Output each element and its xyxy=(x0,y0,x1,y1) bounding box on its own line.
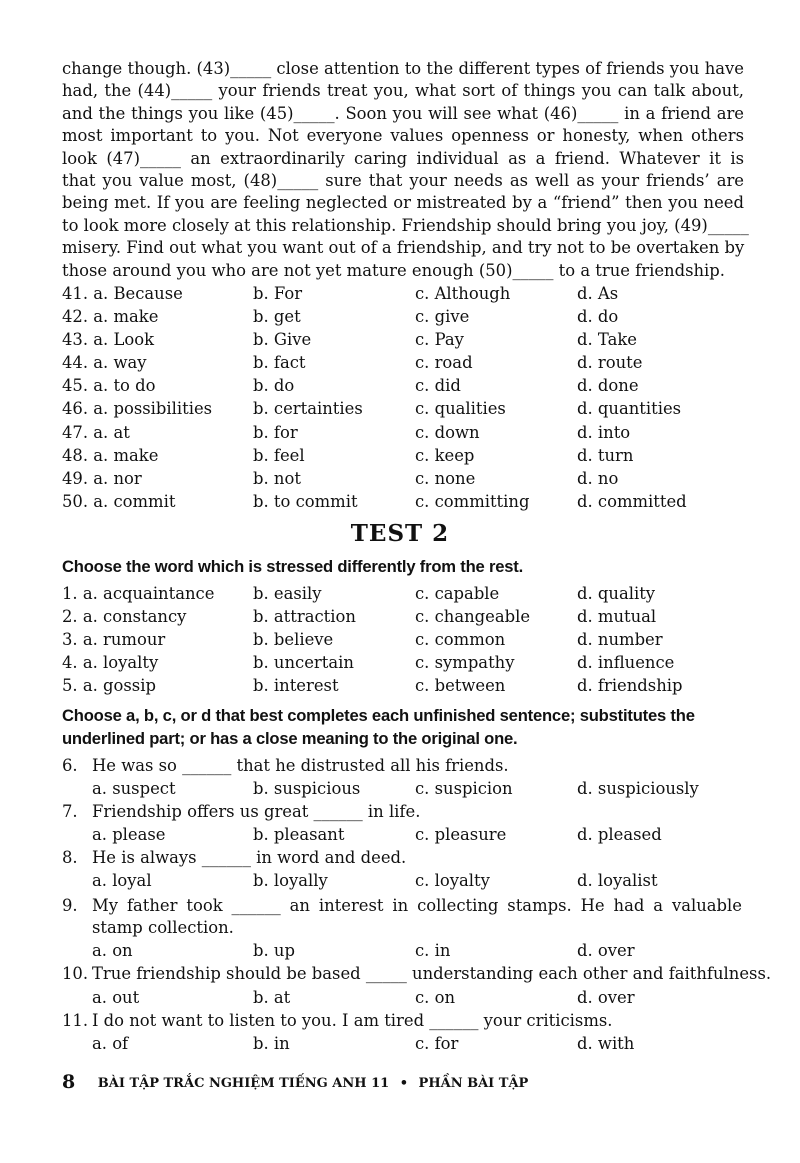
option-c: c. on xyxy=(415,988,456,1007)
question-7 xyxy=(62,800,742,823)
option-c: c. qualities xyxy=(415,399,506,419)
option-d: d. suspiciously xyxy=(577,779,699,798)
passage-line: look (47)_____ an extraordinarily caring individual as a friend. Whatever it is xyxy=(62,148,744,168)
passage-line: that you value most, (48)_____ sure that your needs as well as your friends’ are xyxy=(62,170,744,190)
question-text: Friendship offers us great ______ in life. xyxy=(92,802,421,821)
passage-line: misery. Find out what you want out of a friendship, and try not to be overtaken by xyxy=(62,238,745,258)
question-text: True friendship should be based _____ understanding each other and faithfulness. xyxy=(92,964,772,983)
option-c: c. loyalty xyxy=(415,871,490,890)
option-a: a. on xyxy=(92,941,133,960)
option-d: d. quantities xyxy=(577,399,682,419)
option-a: 50. a. commit xyxy=(62,491,176,511)
bullet-icon: • xyxy=(399,1076,409,1091)
question-6 xyxy=(62,754,742,777)
option-c: c. sympathy xyxy=(415,653,515,673)
page-footer xyxy=(62,1071,528,1093)
option-a: a. please xyxy=(92,825,166,844)
reading-passage xyxy=(62,58,749,282)
option-c: c. in xyxy=(415,941,451,960)
option-a: 44. a. way xyxy=(62,353,147,373)
question-number: 8. xyxy=(62,848,78,867)
passage-line: had, the (44)_____ your friends treat you, what sort of things you can talk about, xyxy=(62,81,744,101)
option-a: 43. a. Look xyxy=(62,330,155,350)
option-b: b. in xyxy=(253,1034,290,1053)
option-b: b. interest xyxy=(253,676,339,696)
question-number: 6. xyxy=(62,756,78,775)
option-d: d. number xyxy=(577,630,663,650)
option-a: 41. a. Because xyxy=(62,284,183,303)
passage-line: those around you who are not yet mature enough (50)_____ to a true friendship. xyxy=(62,260,725,280)
option-b: b. pleasant xyxy=(253,825,345,844)
option-a: 1. a. acquaintance xyxy=(62,584,215,603)
question-text-continued: stamp collection. xyxy=(92,918,234,937)
option-a: a. of xyxy=(92,1034,129,1053)
passage-line: and the things you like (45)_____. Soon you will see what (46)_____ in a friend are xyxy=(62,103,744,123)
option-b: b. up xyxy=(253,941,295,960)
option-c: c. Although xyxy=(415,284,511,303)
option-c: c. down xyxy=(415,422,480,442)
option-b: b. loyally xyxy=(253,871,328,890)
option-d: d. Take xyxy=(577,330,637,350)
option-b: b. believe xyxy=(253,630,334,650)
question-number: 10. xyxy=(62,964,89,983)
question-10 xyxy=(62,962,772,985)
option-a: 47. a. at xyxy=(62,422,130,442)
option-d: d. influence xyxy=(577,653,675,673)
option-a: a. out xyxy=(92,988,140,1007)
question-text: He is always ______ in word and deed. xyxy=(92,848,407,867)
option-d: d. route xyxy=(577,353,643,373)
option-c: c. Pay xyxy=(415,330,464,350)
passage-line: most important to you. Not everyone values openness or honesty, when others xyxy=(62,126,744,146)
option-b: b. easily xyxy=(253,584,322,603)
option-a: 4. a. loyalty xyxy=(62,653,159,673)
question-11 xyxy=(62,1009,742,1032)
section-title: PHẦN BÀI TẬP xyxy=(418,1076,529,1091)
option-d: d. quality xyxy=(577,584,656,603)
instruction-completion: Choose a, b, c, or d that best completes each unfinished sentence; substitutes the underlined part; or has a close meaning to the original one. xyxy=(62,706,695,748)
option-d: d. friendship xyxy=(577,676,683,696)
option-d: d. with xyxy=(577,1034,635,1053)
passage-line: being met. If you are feeling neglected or mistreated by a “friend” then you need xyxy=(62,193,744,213)
question-number: 11. xyxy=(62,1011,89,1030)
option-c: c. for xyxy=(415,1034,459,1053)
question-number: 7. xyxy=(62,802,78,821)
option-c: c. between xyxy=(415,676,506,696)
option-b: b. For xyxy=(253,284,303,303)
option-b: b. feel xyxy=(253,445,305,465)
question-text: He was so ______ that he distrusted all his friends. xyxy=(92,756,509,775)
option-b: b. Give xyxy=(253,330,312,350)
option-d: d. committed xyxy=(577,491,687,511)
option-b: b. uncertain xyxy=(253,653,354,673)
question-9 xyxy=(62,894,742,917)
book-title: BÀI TẬP TRẮC NGHIỆM TIẾNG ANH 11 xyxy=(97,1076,390,1091)
test-title: TEST 2 xyxy=(350,520,450,547)
option-d: d. loyalist xyxy=(577,871,658,890)
option-c: c. pleasure xyxy=(415,825,507,844)
option-d: d. do xyxy=(577,307,619,327)
option-a: 48. a. make xyxy=(62,445,159,465)
option-d: d. over xyxy=(577,941,635,960)
option-c: c. changeable xyxy=(415,607,531,627)
option-b: b. not xyxy=(253,468,301,488)
option-a: 49. a. nor xyxy=(62,468,142,488)
question-number: 9. xyxy=(62,896,78,915)
option-d: d. into xyxy=(577,422,631,442)
option-c: c. give xyxy=(415,307,470,327)
option-b: b. suspicious xyxy=(253,779,361,798)
option-a: a. suspect xyxy=(92,779,176,798)
question-9-continued xyxy=(62,916,742,939)
option-a: 45. a. to do xyxy=(62,376,156,396)
option-d: d. pleased xyxy=(577,825,662,844)
option-b: b. attraction xyxy=(253,607,356,627)
question-text: I do not want to listen to you. I am tired ______ your criticisms. xyxy=(92,1011,613,1030)
option-c: c. did xyxy=(415,376,461,396)
question-8 xyxy=(62,846,742,869)
option-a: 5. a. gossip xyxy=(62,676,156,696)
option-d: d. mutual xyxy=(577,607,657,627)
option-c: c. committing xyxy=(415,491,530,511)
page-number: 8 xyxy=(62,1071,76,1093)
option-b: b. at xyxy=(253,988,291,1007)
option-b: b. do xyxy=(253,376,295,396)
instruction-stress: Choose the word which is stressed differently from the rest. xyxy=(62,557,524,576)
option-a: 42. a. make xyxy=(62,307,159,327)
option-b: b. to commit xyxy=(253,491,358,511)
option-b: b. fact xyxy=(253,353,306,373)
option-c: c. keep xyxy=(415,445,475,465)
option-c: c. capable xyxy=(415,584,500,603)
option-a: a. loyal xyxy=(92,871,152,890)
passage-line: to look more closely at this relationship. Friendship should bring you joy, (49)_____ xyxy=(62,215,749,235)
option-b: b. certainties xyxy=(253,399,363,419)
passage-line: change though. (43)_____ close attention to the different types of friends you have xyxy=(62,59,744,78)
option-a: 3. a. rumour xyxy=(62,630,166,650)
question-text: My father took ______ an interest in collecting stamps. He had a valuable xyxy=(92,896,742,915)
option-b: b. get xyxy=(253,307,301,327)
option-d: d. turn xyxy=(577,445,634,465)
option-d: d. no xyxy=(577,468,619,488)
option-c: c. common xyxy=(415,630,506,650)
option-b: b. for xyxy=(253,422,298,442)
option-c: c. road xyxy=(415,353,473,373)
option-a: 46. a. possibilities xyxy=(62,399,213,419)
option-d: d. As xyxy=(577,284,619,303)
option-c: c. suspicion xyxy=(415,779,513,798)
option-d: d. over xyxy=(577,988,635,1007)
option-c: c. none xyxy=(415,468,476,488)
option-d: d. done xyxy=(577,376,639,396)
option-a: 2. a. constancy xyxy=(62,607,187,627)
